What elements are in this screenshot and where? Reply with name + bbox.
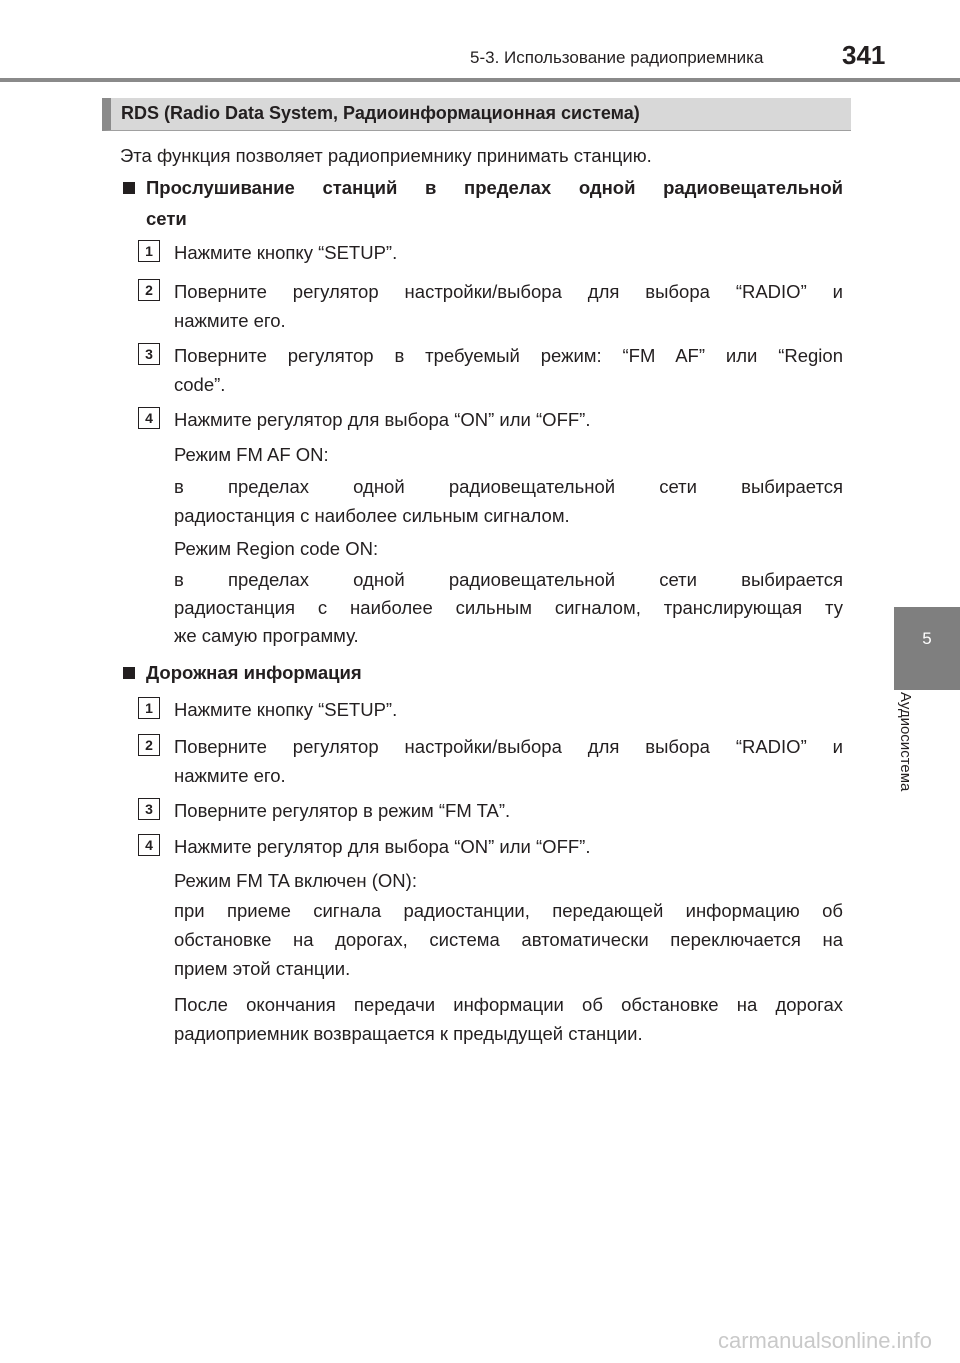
page-number: 341 <box>842 40 886 70</box>
step-number-badge: 4 <box>138 834 160 856</box>
header-divider <box>0 78 960 82</box>
header-section-ref: 5-3. Использование радиоприемника <box>470 48 764 67</box>
step-text: Поверните регулятор настройки/выбора для выбора “RADIO” и <box>174 736 843 757</box>
step-number-badge: 1 <box>138 240 160 262</box>
step-number-badge: 3 <box>138 343 160 365</box>
note-text: при приеме сигнала радиостанции, передающей информацию об <box>174 900 843 921</box>
bullet-square-icon <box>123 182 135 194</box>
step-text: Поверните регулятор настройки/выбора для выбора “RADIO” и <box>174 281 843 302</box>
note-text: прием этой станции. <box>174 958 351 979</box>
intro-text: Эта функция позволяет радиоприемнику принимать станцию. <box>120 145 652 166</box>
step-text: Нажмите кнопку “SETUP”. <box>174 699 398 720</box>
subsection-title: Дорожная информация <box>146 662 362 683</box>
step-text: Поверните регулятор в режим “FM TA”. <box>174 800 511 821</box>
step-text: Нажмите регулятор для выбора “ON” или “OFF”. <box>174 836 591 857</box>
step-text: Нажмите регулятор для выбора “ON” или “OFF”. <box>174 409 591 430</box>
step-text: нажмите его. <box>174 765 286 786</box>
subsection-title-line: сети <box>146 208 187 229</box>
note-heading: Режим FM AF ON: <box>174 444 329 465</box>
step-number-badge: 2 <box>138 279 160 301</box>
step-text: Поверните регулятор в требуемый режим: “FM AF” или “Region <box>174 345 843 366</box>
note-text: обстановке на дорогах, система автоматически переключается на <box>174 929 843 950</box>
step-number-badge: 2 <box>138 734 160 756</box>
bullet-square-icon <box>123 667 135 679</box>
note-heading: Режим FM TA включен (ON): <box>174 870 417 891</box>
step-number-badge: 3 <box>138 798 160 820</box>
note-text: После окончания передачи информации об обстановке на дорогах <box>174 994 843 1015</box>
step-text: нажмите его. <box>174 310 286 331</box>
step-text: Нажмите кнопку “SETUP”. <box>174 242 398 263</box>
step-text: code”. <box>174 374 226 395</box>
note-heading: Режим Region code ON: <box>174 538 379 559</box>
subsection-title-line: Прослушивание станций в пределах одной радиовещательной <box>146 177 843 198</box>
chapter-label <box>897 692 928 832</box>
section-title: RDS (Radio Data System, Радиоинформационная система) <box>121 103 640 123</box>
chapter-number: 5 <box>922 629 932 648</box>
watermark: carmanualsonline.info <box>718 1328 933 1353</box>
note-text: же самую программу. <box>174 625 359 646</box>
note-text: в пределах одной радиовещательной сети выбирается <box>174 476 843 497</box>
note-text: в пределах одной радиовещательной сети выбирается <box>174 569 843 590</box>
step-number-badge: 1 <box>138 697 160 719</box>
step-number-badge: 4 <box>138 407 160 429</box>
chapter-tab <box>894 607 960 690</box>
note-text: радиоприемник возвращается к предыдущей станции. <box>174 1023 643 1044</box>
section-banner <box>102 98 851 131</box>
note-text: радиостанция с наиболее сильным сигналом. <box>174 505 570 526</box>
note-text: радиостанция с наиболее сильным сигналом, транслирующая ту <box>174 597 843 618</box>
chapter-label-text: Аудиосистема <box>897 692 914 792</box>
